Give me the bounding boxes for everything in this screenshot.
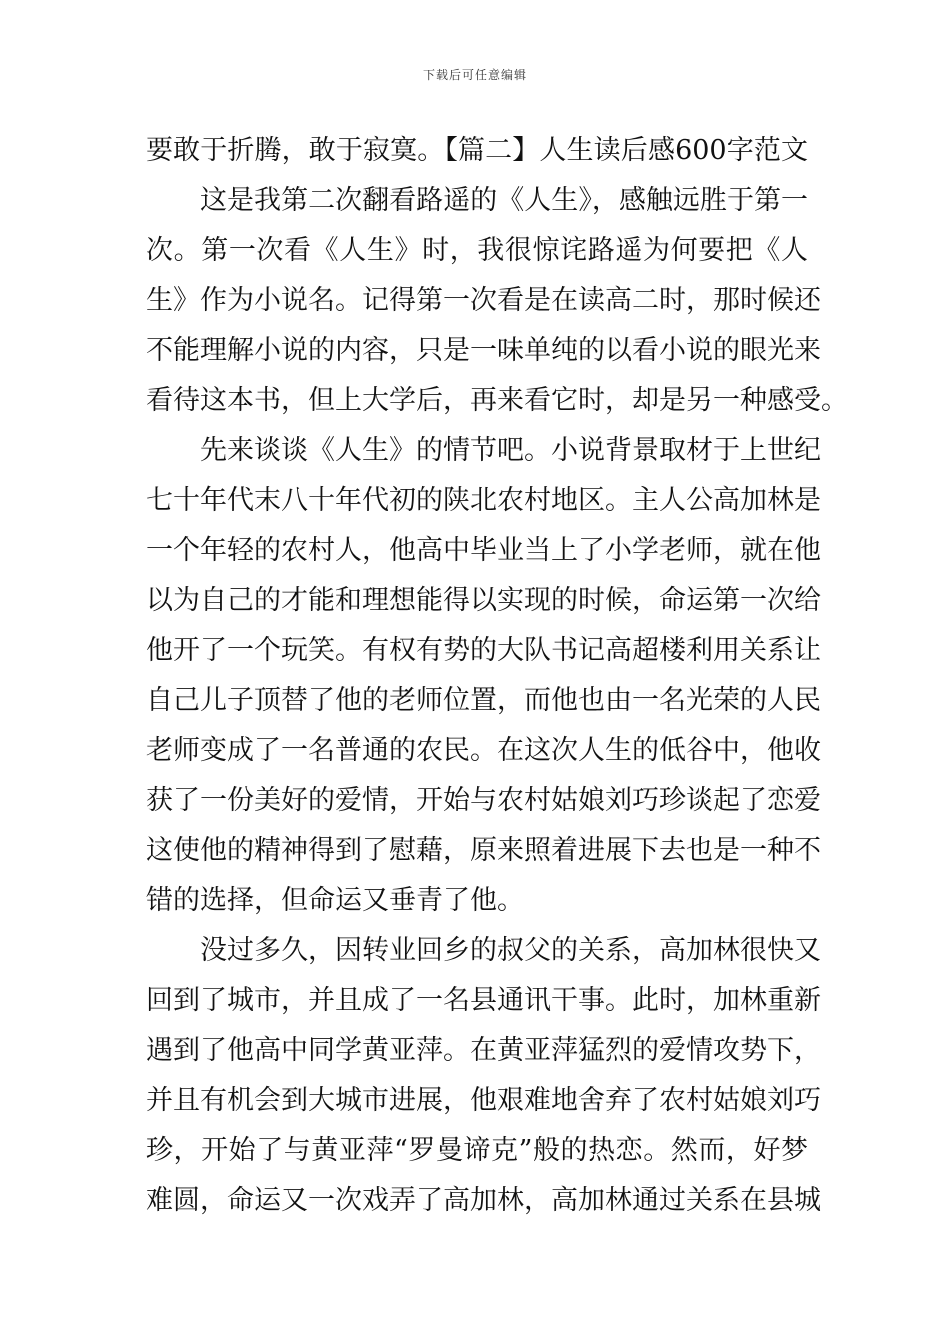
text-line: 一个年轻的农村人，他高中毕业当上了小学老师，就在他	[146, 535, 821, 566]
text-line: 没过多久，因转业回乡的叔父的关系，高加林很快又	[200, 935, 821, 966]
text-line: 老师变成了一名普通的农民。在这次人生的低谷中，他收	[146, 735, 821, 766]
text-line: 生》作为小说名。记得第一次看是在读高二时，那时候还	[146, 285, 821, 316]
text-line: 错的选择，但命运又垂青了他。	[146, 885, 524, 916]
text-line: 并且有机会到大城市进展，他艰难地舍弃了农村姑娘刘巧	[146, 1085, 821, 1116]
text-line: 获了一份美好的爱情，开始与农村姑娘刘巧珍谈起了恋爱	[146, 785, 821, 816]
text-line: 难圆，命运又一次戏弄了高加林，高加林通过关系在县城	[146, 1185, 821, 1216]
text-line: 这是我第二次翻看路遥的《人生》，感触远胜于第一	[200, 185, 808, 216]
text-line: 自己儿子顶替了他的老师位置，而他也由一名光荣的人民	[146, 685, 821, 716]
text-line: 要敢于折腾，敢于寂寞。【篇二】人生读后感600字范文	[146, 135, 808, 166]
text-line: 先来谈谈《人生》的情节吧。小说背景取材于上世纪	[200, 435, 821, 466]
text-line: 珍，开始了与黄亚萍“罗曼谛克”般的热恋。然而，好梦	[146, 1135, 808, 1166]
text-line: 次。第一次看《人生》时，我很惊诧路遥为何要把《人	[146, 235, 808, 266]
text-line: 遇到了他高中同学黄亚萍。在黄亚萍猛烈的爱情攻势下，	[146, 1035, 821, 1066]
text-line: 七十年代末八十年代初的陕北农村地区。主人公高加林是	[146, 485, 821, 516]
page-header: 下载后可任意编辑	[422, 68, 527, 82]
document-body	[146, 126, 848, 1226]
text-line: 回到了城市，并且成了一名县通讯干事。此时，加林重新	[146, 985, 821, 1016]
text-line: 他开了一个玩笑。有权有势的大队书记高超楼利用关系让	[146, 635, 821, 666]
text-line: 不能理解小说的内容，只是一味单纯的以看小说的眼光来	[146, 335, 821, 366]
text-line: 以为自己的才能和理想能得以实现的时候，命运第一次给	[146, 585, 821, 616]
text-line: 看待这本书，但上大学后，再来看它时，却是另一种感受。	[146, 385, 848, 416]
text-line: 这使他的精神得到了慰藉，原来照着进展下去也是一种不	[146, 835, 821, 866]
